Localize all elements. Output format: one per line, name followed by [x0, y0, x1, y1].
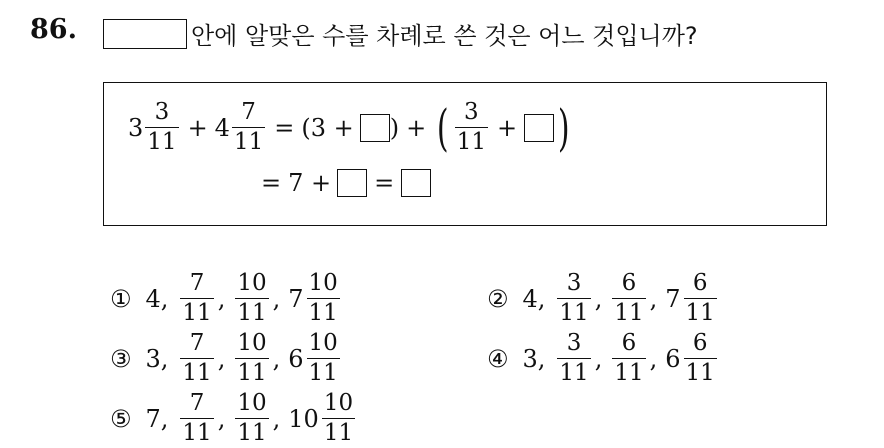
fraction: $\frac{6}{11}$ [685, 270, 715, 326]
fraction-3-11: $\frac{3}{11}$ [147, 99, 177, 155]
big-close-paren: ) [558, 98, 570, 157]
answer-blank-box [103, 19, 187, 49]
fraction: $\frac{10}{11}$ [237, 330, 267, 386]
question-prompt-line [103, 16, 698, 51]
whole-3: 3 [128, 113, 144, 142]
fraction: $\frac{10}{11}$ [237, 270, 267, 326]
fraction-3-11: $\frac{3}{11}$ [456, 99, 486, 155]
fraction: $\frac{6}{11}$ [614, 330, 644, 386]
fraction: $\frac{6}{11}$ [614, 270, 644, 326]
equals-sign: = [274, 113, 295, 142]
fraction: $\frac{10}{11}$ [237, 390, 267, 446]
choice-2[interactable]: ② 4, $\frac{3}{11}$ , $\frac{6}{11}$ , 7 $\frac{6}{11}$ [487, 270, 715, 326]
choice-marker: ⑤ [110, 404, 132, 433]
choice-marker: ④ [487, 344, 509, 373]
choice-3[interactable]: ③ 3, $\frac{7}{11}$ , $\frac{10}{11}$ , 6 $\frac{10}{11}$ [110, 330, 338, 386]
fraction: $\frac{10}{11}$ [308, 270, 338, 326]
blank-box-1 [360, 114, 390, 142]
fraction: $\frac{6}{11}$ [685, 330, 715, 386]
fraction: $\frac{10}{11}$ [323, 390, 354, 446]
blank-box-3 [337, 169, 367, 197]
choice-1[interactable]: ① 4, $\frac{7}{11}$ , $\frac{10}{11}$ , 7 $\frac{10}{11}$ [110, 270, 338, 326]
plus-sign: + [406, 113, 427, 142]
choice-4[interactable]: ④ 3, $\frac{3}{11}$ , $\frac{6}{11}$ , 6 $\frac{6}{11}$ [487, 330, 715, 386]
choice-marker: ③ [110, 344, 132, 373]
expression-line-1 [128, 98, 574, 157]
blank-box-4 [401, 169, 431, 197]
expression-line-2 [254, 169, 431, 197]
question-prompt: 안에 알맞은 수를 차례로 쓴 것은 어느 것입니까? [191, 22, 698, 50]
equals-sign: = [374, 169, 395, 197]
question-number: 86. [30, 14, 77, 45]
fraction: $\frac{7}{11}$ [182, 330, 212, 386]
fraction: $\frac{3}{11}$ [559, 330, 589, 386]
equals-sign: = [261, 169, 282, 197]
plus-sign: + [187, 113, 208, 142]
fraction-7-11: $\frac{7}{11}$ [233, 99, 264, 155]
plus-sign: + [497, 113, 518, 142]
open-paren-three-plus: (3 + [301, 113, 354, 142]
choice-5[interactable]: ⑤ 7, $\frac{7}{11}$ , $\frac{10}{11}$ , 10 $\frac{10}{11}$ [110, 390, 354, 446]
fraction: $\frac{3}{11}$ [559, 270, 589, 326]
blank-box-2 [524, 114, 554, 142]
expression-panel [103, 82, 827, 226]
fraction: $\frac{7}{11}$ [182, 390, 212, 446]
choice-marker: ② [487, 284, 509, 313]
fraction: $\frac{7}{11}$ [182, 270, 212, 326]
fraction: $\frac{10}{11}$ [308, 330, 338, 386]
whole-4: 4 [214, 113, 230, 142]
close-paren: ) [389, 113, 400, 142]
big-open-paren: ( [437, 98, 449, 157]
choice-marker: ① [110, 284, 132, 313]
seven-plus: 7 + [288, 169, 332, 197]
